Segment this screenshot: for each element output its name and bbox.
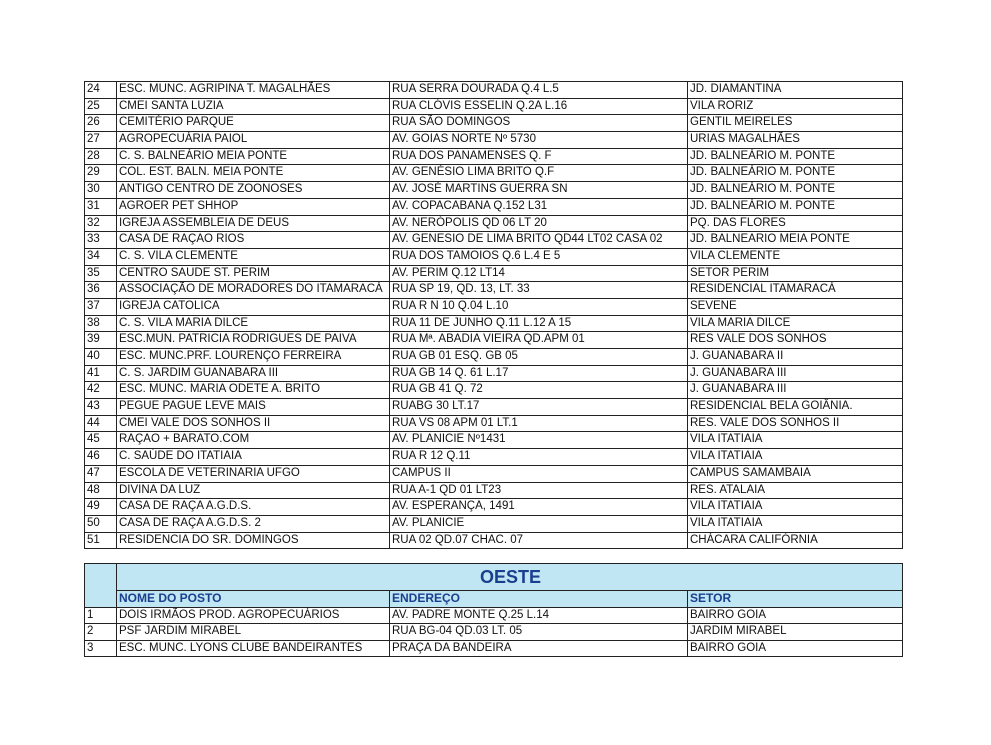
table-row	[85, 215, 903, 232]
row-number: 27	[85, 132, 117, 149]
row-number: 36	[85, 282, 117, 299]
posto-address: RUA 02 QD.07 CHAC. 07	[390, 532, 688, 549]
posto-name: C. SAÚDE DO ITATIAIA	[117, 449, 390, 466]
posto-address: RUA A-1 QD 01 LT23	[390, 482, 688, 499]
posto-address: AV. PLANICIE	[390, 515, 688, 532]
column-header-nome: NOME DO POSTO	[117, 591, 390, 608]
posto-sector: VILA CLEMENTE	[688, 248, 903, 265]
row-number: 50	[85, 515, 117, 532]
posto-address: RUA VS 08 APM 01 LT.1	[390, 415, 688, 432]
posto-sector: VILA MARIA DILCE	[688, 315, 903, 332]
row-number: 44	[85, 415, 117, 432]
table-row	[85, 232, 903, 249]
posto-name: ANTIGO CENTRO DE ZOONOSES	[117, 182, 390, 199]
posto-sector: J. GUANABARA III	[688, 382, 903, 399]
posto-sector: JD. BALNEÁRIO M. PONTE	[688, 182, 903, 199]
posto-name: PSF JARDIM MIRABEL	[117, 624, 390, 641]
table-row	[85, 449, 903, 466]
posto-address: AV. ESPERANÇA, 1491	[390, 499, 688, 516]
table-row	[85, 198, 903, 215]
posto-name: C. S. BALNEÁRIO MEIA PONTE	[117, 148, 390, 165]
posto-name: ASSOCIAÇÃO DE MORADORES DO ITAMARACÁ	[117, 282, 390, 299]
table-row	[85, 248, 903, 265]
posto-address: RUA GB 14 Q. 61 L.17	[390, 365, 688, 382]
row-number: 46	[85, 449, 117, 466]
posto-sector: VILA ITATIAIA	[688, 432, 903, 449]
posto-sector: URIAS MAGALHÃES	[688, 132, 903, 149]
posto-name: CMEI VALE DOS SONHOS II	[117, 415, 390, 432]
posto-sector: J. GUANABARA II	[688, 349, 903, 366]
row-number: 2	[85, 624, 117, 641]
posto-sector: JARDIM MIRABEL	[688, 624, 903, 641]
posto-sector: JD. BALNEÁRIO M. PONTE	[688, 148, 903, 165]
posto-name: CMEI SANTA LUZIA	[117, 98, 390, 115]
table-row	[85, 315, 903, 332]
table-row	[85, 365, 903, 382]
posto-address: RUA BG-04 QD.03 LT. 05	[390, 624, 688, 641]
table-row	[85, 432, 903, 449]
posto-address: RUA DOS PANAMENSES Q. F	[390, 148, 688, 165]
posto-name: AGROER PET SHHOP	[117, 198, 390, 215]
posto-name: COL. EST. BALN. MEIA PONTE	[117, 165, 390, 182]
posto-name: PEGUE PAGUE LEVE MAIS	[117, 399, 390, 416]
posto-sector: VILA RORIZ	[688, 98, 903, 115]
posto-address: RUA DOS TAMOIOS Q.6 L.4 E 5	[390, 248, 688, 265]
posto-sector: RES. VALE DOS SONHOS II	[688, 415, 903, 432]
table-row	[85, 624, 903, 641]
posto-name: DOIS IRMÃOS PROD. AGROPECUÁRIOS	[117, 607, 390, 624]
table-row	[85, 499, 903, 516]
posto-name: ESC. MUNC. AGRIPINA T. MAGALHÃES	[117, 82, 390, 99]
table-row	[85, 148, 903, 165]
posto-sector: SEVENE	[688, 298, 903, 315]
posts-table-continued	[84, 81, 903, 549]
posto-name: CASA DE RAÇA A.G.D.S. 2	[117, 515, 390, 532]
table-row	[85, 82, 903, 99]
posto-name: CENTRO SAUDE ST. PERIM	[117, 265, 390, 282]
posto-sector: JD. BALNEÁRIO M. PONTE	[688, 198, 903, 215]
posto-name: IGREJA CATOLICA	[117, 298, 390, 315]
column-header-setor: SETOR	[688, 591, 903, 608]
posto-address: AV. PADRE MONTE Q.25 L.14	[390, 607, 688, 624]
table-row	[85, 515, 903, 532]
posto-sector: CAMPUS SAMAMBAIA	[688, 465, 903, 482]
posto-address: AV. GENÉSIO LIMA BRITO Q.F	[390, 165, 688, 182]
row-number: 26	[85, 115, 117, 132]
row-number: 3	[85, 640, 117, 657]
posto-address: RUA CLÓVIS ESSELIN Q.2A L.16	[390, 98, 688, 115]
posto-address: RUABG 30 LT.17	[390, 399, 688, 416]
posto-sector: RES. ATALAIA	[688, 482, 903, 499]
posto-address: RUA 11 DE JUNHO Q.11 L.12 A 15	[390, 315, 688, 332]
oeste-title-row	[85, 564, 903, 591]
table-row	[85, 399, 903, 416]
row-number: 33	[85, 232, 117, 249]
posto-sector: GENTIL MEIRELES	[688, 115, 903, 132]
posto-sector: SETOR PERIM	[688, 265, 903, 282]
row-number: 28	[85, 148, 117, 165]
posto-address: PRAÇA DA BANDEIRA	[390, 640, 688, 657]
posto-address: AV. PERIM Q.12 LT14	[390, 265, 688, 282]
posto-name: DIVINA DA LUZ	[117, 482, 390, 499]
row-number: 24	[85, 82, 117, 99]
table-row	[85, 132, 903, 149]
table-row	[85, 165, 903, 182]
oeste-corner-cell	[85, 564, 117, 608]
row-number: 49	[85, 499, 117, 516]
posto-name: RESIDENCIA DO SR. DOMINGOS	[117, 532, 390, 549]
table-row	[85, 532, 903, 549]
posto-name: RAÇAO + BARATO.COM	[117, 432, 390, 449]
posto-sector: CHÁCARA CALIFÓRNIA	[688, 532, 903, 549]
row-number: 48	[85, 482, 117, 499]
posto-address: RUA SERRA DOURADA Q.4 L.5	[390, 82, 688, 99]
posto-address: RUA R N 10 Q.04 L.10	[390, 298, 688, 315]
posts-table-body	[85, 82, 903, 549]
posto-address: RUA GB 41 Q. 72	[390, 382, 688, 399]
column-header-endereco: ENDEREÇO	[390, 591, 688, 608]
posto-name: CEMITÉRIO PARQUE	[117, 115, 390, 132]
row-number: 35	[85, 265, 117, 282]
row-number: 39	[85, 332, 117, 349]
table-row	[85, 298, 903, 315]
table-row	[85, 182, 903, 199]
row-number: 40	[85, 349, 117, 366]
posto-address: AV. COPACABANA Q.152 L31	[390, 198, 688, 215]
posto-address: AV. GENESIO DE LIMA BRITO QD44 LT02 CASA 02	[390, 232, 688, 249]
row-number: 25	[85, 98, 117, 115]
posto-address: RUA R 12 Q.11	[390, 449, 688, 466]
posto-name: CASA DE RAÇAO RIOS	[117, 232, 390, 249]
row-number: 41	[85, 365, 117, 382]
row-number: 30	[85, 182, 117, 199]
table-row	[85, 349, 903, 366]
oeste-table	[84, 563, 903, 657]
posto-address: AV. PLANICIE Nº1431	[390, 432, 688, 449]
row-number: 42	[85, 382, 117, 399]
posto-name: ESC.MUN. PATRICIA RODRIGUES DE PAIVA	[117, 332, 390, 349]
row-number: 32	[85, 215, 117, 232]
posto-sector: BAIRRO GOIA	[688, 607, 903, 624]
posto-name: CASA DE RAÇA A.G.D.S.	[117, 499, 390, 516]
posto-sector: VILA ITATIAIA	[688, 499, 903, 516]
posto-address: RUA GB 01 ESQ. GB 05	[390, 349, 688, 366]
posto-sector: J. GUANABARA III	[688, 365, 903, 382]
table-row	[85, 332, 903, 349]
table-row	[85, 265, 903, 282]
posto-name: ESCOLA DE VETERINARIA UFGO	[117, 465, 390, 482]
row-number: 31	[85, 198, 117, 215]
posto-name: C. S. VILA CLEMENTE	[117, 248, 390, 265]
posto-address: RUA SP 19, QD. 13, LT. 33	[390, 282, 688, 299]
posto-sector: JD. DIAMANTINA	[688, 82, 903, 99]
row-number: 51	[85, 532, 117, 549]
posto-name: C. S. VILA MARIA DILCE	[117, 315, 390, 332]
posto-sector: RESIDENCIAL BELA GOIÂNIA.	[688, 399, 903, 416]
posto-address: CAMPUS II	[390, 465, 688, 482]
posto-sector: BAIRRO GOIA	[688, 640, 903, 657]
table-row	[85, 465, 903, 482]
row-number: 38	[85, 315, 117, 332]
row-number: 1	[85, 607, 117, 624]
posto-name: IGREJA ASSEMBLEIA DE DEUS	[117, 215, 390, 232]
oeste-table-body	[85, 564, 903, 657]
table-row	[85, 607, 903, 624]
posto-name: ESC. MUNC. LYONS CLUBE BANDEIRANTES	[117, 640, 390, 657]
posto-name: AGROPECUÁRIA PAIOL	[117, 132, 390, 149]
posto-sector: RES VALE DOS SONHOS	[688, 332, 903, 349]
oeste-header-row	[85, 591, 903, 608]
row-number: 47	[85, 465, 117, 482]
row-number: 29	[85, 165, 117, 182]
row-number: 34	[85, 248, 117, 265]
table-row	[85, 282, 903, 299]
posto-sector: PQ. DAS FLORES	[688, 215, 903, 232]
posto-address: AV. NERÓPOLIS QD 06 LT 20	[390, 215, 688, 232]
table-row	[85, 115, 903, 132]
posto-name: C. S. JARDIM GUANABARA III	[117, 365, 390, 382]
posto-address: AV. GOIAS NORTE Nº 5730	[390, 132, 688, 149]
posto-sector: JD. BALNEARIO MEIA PONTE	[688, 232, 903, 249]
row-number: 43	[85, 399, 117, 416]
table-row	[85, 640, 903, 657]
posto-sector: JD. BALNEÁRIO M. PONTE	[688, 165, 903, 182]
posto-sector: RESIDENCIAL ITAMARACÁ	[688, 282, 903, 299]
posto-address: RUA Mª. ABADIA VIEIRA QD.APM 01	[390, 332, 688, 349]
posto-sector: VILA ITATIAIA	[688, 449, 903, 466]
posto-sector: VILA ITATIAIA	[688, 515, 903, 532]
row-number: 37	[85, 298, 117, 315]
table-row	[85, 415, 903, 432]
region-title: OESTE	[117, 564, 903, 591]
posto-address: AV. JOSÉ MARTINS GUERRA SN	[390, 182, 688, 199]
row-number: 45	[85, 432, 117, 449]
table-row	[85, 98, 903, 115]
posto-name: ESC. MUNC.PRF. LOURENÇO FERREIRA	[117, 349, 390, 366]
posto-name: ESC. MUNC. MARIA ODETE A. BRITO	[117, 382, 390, 399]
posto-address: RUA SÃO DOMINGOS	[390, 115, 688, 132]
table-row	[85, 482, 903, 499]
table-row	[85, 382, 903, 399]
